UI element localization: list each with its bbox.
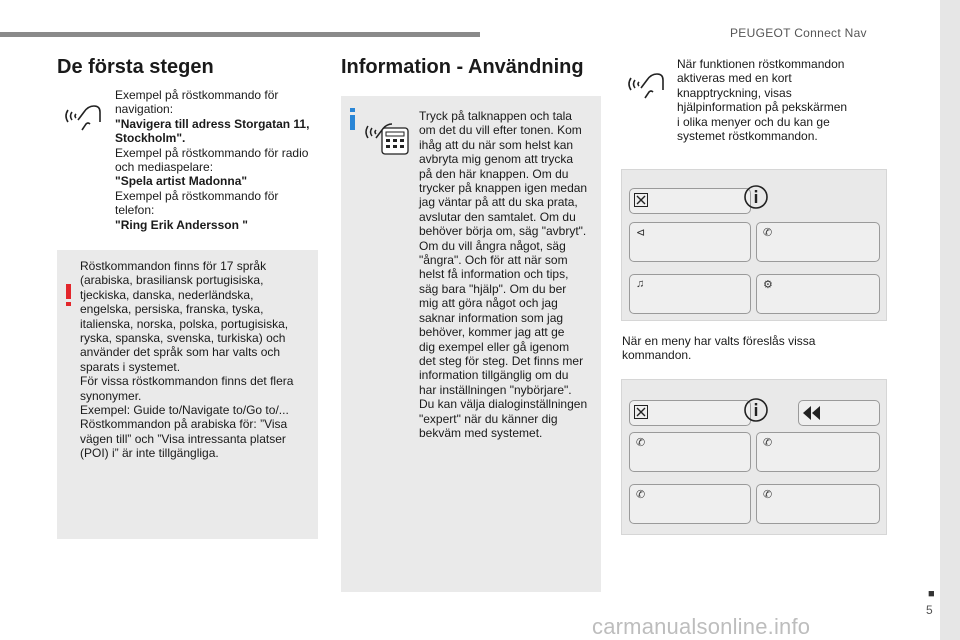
info-line: trycker på knappen igen medan — [419, 181, 588, 196]
music-tile[interactable] — [629, 274, 751, 314]
phone-icon: ✆ — [763, 227, 773, 239]
warning-line: Röstkommandon finns för 17 språk — [80, 259, 267, 273]
warning-text — [80, 259, 316, 461]
info-line: "expert" när du känner dig — [419, 411, 558, 426]
info-line: Du kan välja dialoginställningen — [419, 397, 588, 412]
music-icon: ♫ — [636, 278, 645, 290]
phone-tile[interactable] — [756, 432, 880, 472]
header-bar — [0, 32, 480, 37]
warning-line: ryska, spanska, svenska, turkiska) och — [80, 331, 286, 346]
warning-line: engelska, persiska, franska, tyska, — [80, 302, 264, 317]
settings-tile[interactable] — [756, 274, 880, 314]
info-line: Tryck på talknappen och tala — [419, 109, 572, 123]
example-radio-intro: Exempel på röstkommando för radio och mediaspelare: — [115, 145, 309, 175]
phone-icon: ✆ — [763, 489, 773, 501]
warning-line: använder det språk som har valts och — [80, 345, 281, 360]
close-icon — [634, 405, 648, 419]
col2-heading: Information - Användning — [341, 56, 584, 78]
example-radio-command: "Spela artist Madonna" — [115, 174, 248, 189]
info-line: har inställningen "nybörjare". — [419, 382, 572, 397]
phone-tile[interactable] — [756, 222, 880, 262]
voice-menu-screen-sub — [621, 379, 887, 535]
example-phone-intro: Exempel på röstkommando för telefon: — [115, 188, 279, 218]
info-line: jag väntar på att du ska prata, — [419, 195, 578, 210]
intro-line: systemet röstkommandon. — [677, 129, 818, 144]
close-tile[interactable] — [629, 188, 751, 214]
example-phone-command: "Ring Erik Andersson " — [115, 217, 248, 232]
info-line: behöver, kommer jag att ge — [419, 325, 565, 340]
warning-line: För vissa röstkommandon finns det flera — [80, 374, 294, 389]
info-circle-icon[interactable] — [743, 184, 769, 210]
continue-mark: ■ — [928, 588, 935, 600]
info-line: om det du vill efter tonen. Kom — [419, 123, 582, 138]
back-rewind-icon — [801, 405, 823, 421]
info-line: avslutar den samtalet. Om du — [419, 209, 576, 224]
example-nav-intro: Exempel på röstkommando för navigation: — [115, 88, 279, 117]
close-tile[interactable] — [629, 400, 751, 426]
info-line: helst få information och tips, — [419, 267, 569, 282]
info-line: behöver börja om, säg "avbryt". — [419, 224, 587, 239]
info-line: dig exempel eller gå igenom — [419, 339, 570, 354]
warning-line: italienska, norska, polska, portugisiska, — [80, 316, 289, 331]
info-line: saknar information som jag — [419, 310, 564, 325]
warning-line: tjeckiska, danska, nederländska, — [80, 287, 254, 302]
warning-line: (arabiska, brasiliansk portugisiska, — [80, 273, 264, 288]
intro-line: knapptryckning, visas — [677, 85, 792, 100]
voice-menu-screen-main — [621, 169, 887, 321]
intro-line: i olika menyer och du kan ge — [677, 114, 830, 129]
info-text — [419, 109, 599, 440]
warning-line: Exempel: Guide to/Navigate to/Go to/... — [80, 403, 289, 418]
info-line: information tillgänglig om du — [419, 368, 569, 383]
info-line: säg bara "hjälp". Om du ber — [419, 281, 567, 296]
info-circle-icon[interactable] — [743, 397, 769, 423]
navigation-icon: ⊲ — [636, 227, 646, 239]
nav-tile[interactable] — [629, 222, 751, 262]
header-title: PEUGEOT Connect Nav — [730, 26, 867, 40]
phone-icon: ✆ — [636, 489, 646, 501]
phone-tile[interactable] — [629, 484, 751, 524]
info-line: bekväm med systemet. — [419, 425, 543, 440]
warning-line: Röstkommandon på arabiska för: ”Visa — [80, 417, 288, 432]
info-line: "ångra". Och för att när som — [419, 253, 568, 268]
info-line: avbryta mig genom att trycka — [419, 152, 574, 167]
warning-line: vägen till” och ”Visa intressanta platser — [80, 431, 286, 446]
intro-line: aktiveras med en kort — [677, 71, 792, 86]
info-line: på den här knappen. Om du — [419, 166, 569, 181]
back-tile[interactable] — [798, 400, 880, 426]
intro-text — [677, 57, 877, 143]
info-line: Om du vill ångra något, säg — [419, 238, 566, 253]
warning-line: sparats i systemet. — [80, 359, 181, 374]
info-icon — [350, 108, 356, 130]
col1-heading: De första stegen — [57, 56, 214, 78]
right-margin-strip — [940, 0, 960, 640]
voice-command-icon — [625, 64, 665, 100]
watermark: carmanualsonline.info — [592, 614, 811, 639]
menu-text — [622, 334, 882, 363]
info-line: mig att göra något och jag — [419, 296, 558, 311]
phone-icon: ✆ — [636, 437, 646, 449]
settings-icon: ⚙ — [763, 279, 773, 291]
warning-line: synonymer. — [80, 388, 142, 403]
talk-button-icon — [362, 114, 410, 156]
phone-tile[interactable] — [629, 432, 751, 472]
warning-line: (POI) i” är inte tillgängliga. — [80, 446, 219, 461]
phone-icon: ✆ — [763, 437, 773, 449]
page-number: 5 — [926, 603, 933, 617]
info-line: ihåg att du när som helst kan — [419, 137, 574, 152]
close-icon — [634, 193, 648, 207]
exclamation-icon — [66, 284, 71, 306]
example-nav-command: "Navigera till adress Storgatan 11, Stockholm". — [115, 116, 310, 146]
voice-command-icon — [62, 96, 102, 132]
phone-tile[interactable] — [756, 484, 880, 524]
info-line: det steg för steg. Det finns mer — [419, 353, 584, 368]
intro-line: hjälpinformation på pekskärmen — [677, 100, 848, 115]
menu-line: kommandon. — [622, 348, 692, 363]
intro-line: När funktionen röstkommandon — [677, 57, 845, 71]
menu-line: När en meny har valts föreslås vissa — [622, 334, 816, 348]
